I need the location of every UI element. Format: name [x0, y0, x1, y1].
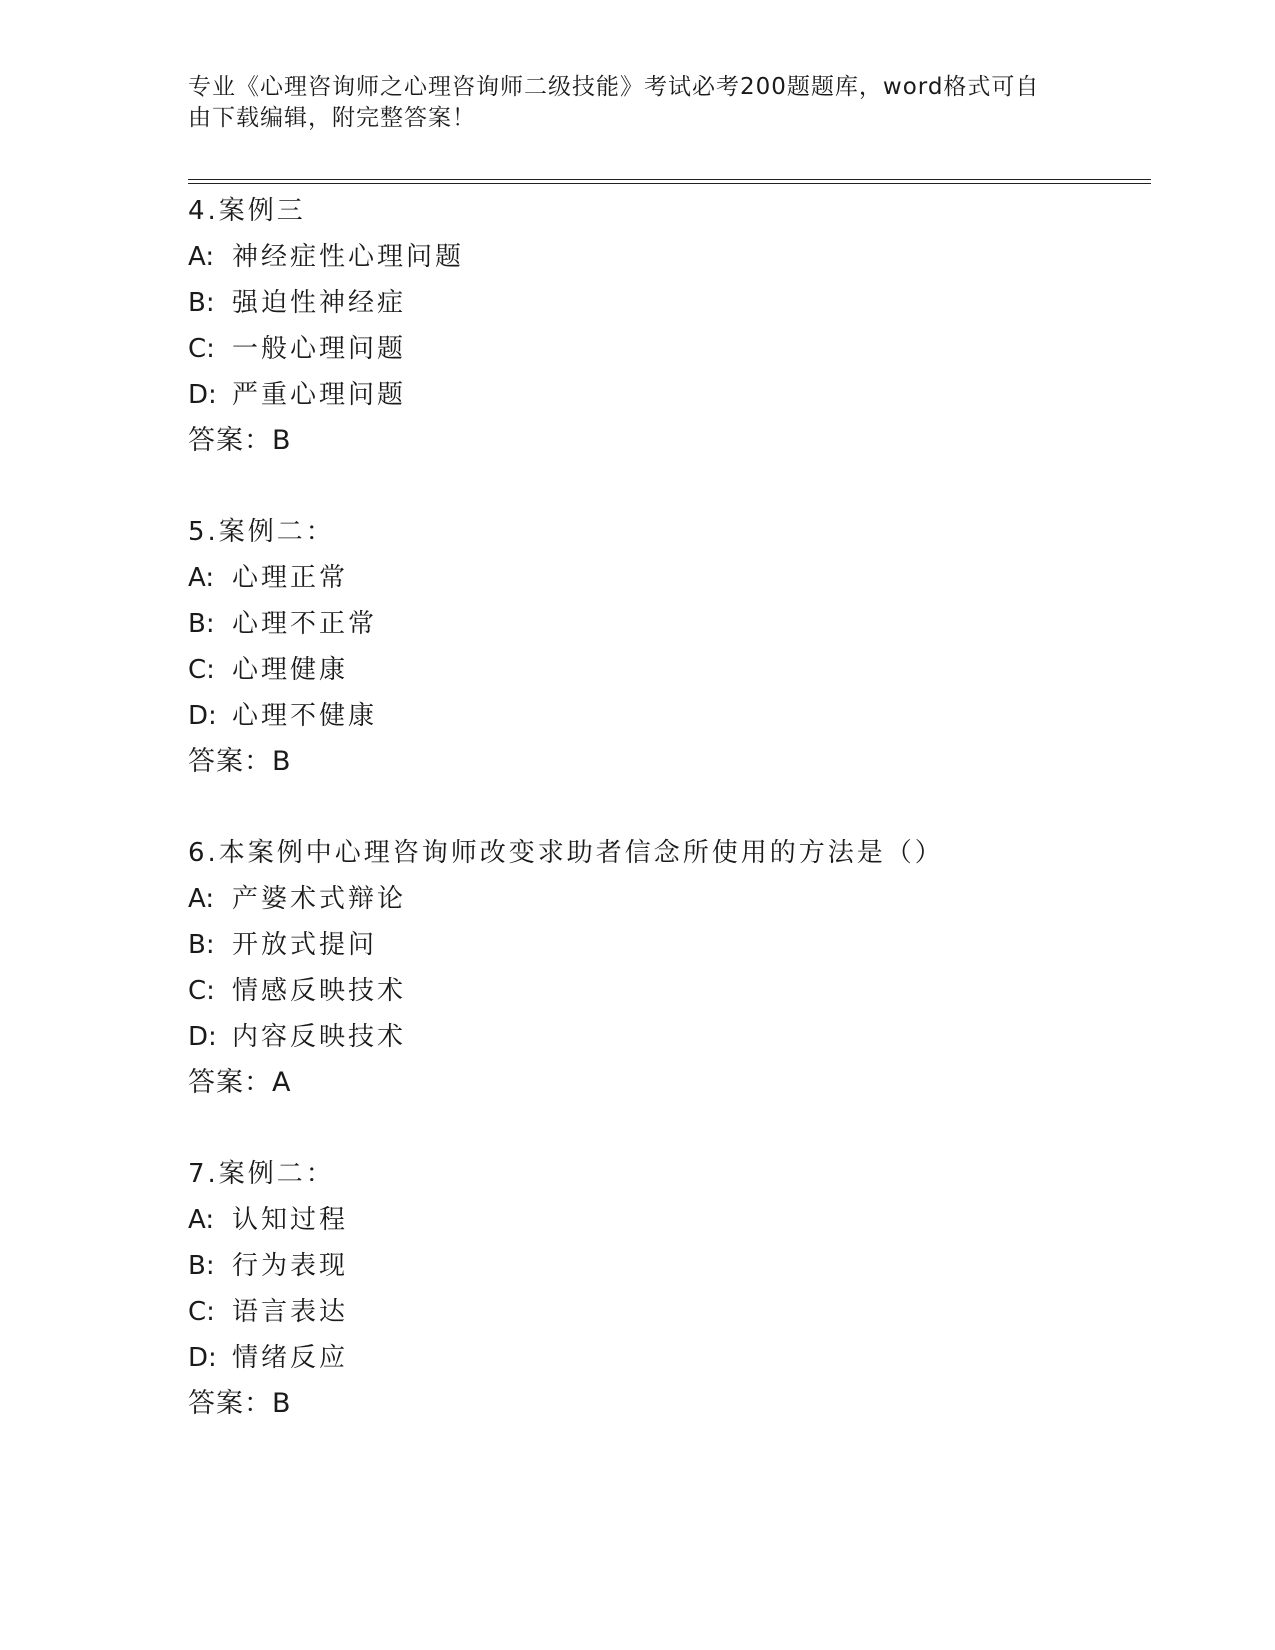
option-text: 认知过程 [232, 1205, 349, 1235]
option-b [188, 1243, 1138, 1289]
option-key: C: [188, 976, 215, 1006]
option-key: C: [188, 1297, 215, 1327]
option-d [188, 1014, 1138, 1060]
option-key: B: [188, 609, 215, 639]
option-key: D: [188, 380, 217, 410]
option-c [188, 1289, 1138, 1335]
option-text: 一般心理问题 [232, 334, 407, 364]
option-b [188, 601, 1138, 647]
option-text: 心理不正常 [232, 609, 378, 639]
question-7 [188, 1151, 1138, 1427]
option-text: 行为表现 [232, 1251, 349, 1281]
option-key: B: [188, 930, 215, 960]
option-text: 情绪反应 [232, 1343, 349, 1373]
answer-line: 答案：A [188, 1067, 292, 1098]
option-d [188, 1335, 1138, 1381]
option-text: 心理不健康 [232, 701, 378, 731]
option-c [188, 647, 1138, 693]
option-d [188, 693, 1138, 739]
option-key: D: [188, 701, 217, 731]
option-a [188, 555, 1138, 601]
option-key: B: [188, 288, 215, 318]
answer-line: 答案：B [188, 1388, 292, 1419]
option-a [188, 876, 1138, 922]
option-text: 语言表达 [232, 1297, 349, 1327]
option-key: B: [188, 1251, 215, 1281]
answer-line: 答案：B [188, 746, 292, 777]
option-key: D: [188, 1343, 217, 1373]
question-stem: 5.案例二： [188, 517, 335, 547]
question-4 [188, 188, 1138, 464]
option-text: 心理健康 [232, 655, 349, 685]
header-divider-top [188, 179, 1151, 180]
header-line-1: 专业《心理咨询师之心理咨询师二级技能》考试必考200题题库，word格式可自 [188, 74, 1040, 100]
option-text: 情感反映技术 [232, 976, 407, 1006]
option-text: 产婆术式辩论 [232, 884, 407, 914]
option-key: A: [188, 884, 215, 914]
option-text: 心理正常 [232, 563, 349, 593]
question-5 [188, 509, 1138, 785]
option-text: 严重心理问题 [232, 380, 407, 410]
option-c [188, 968, 1138, 1014]
option-d [188, 372, 1138, 418]
question-stem: 6.本案例中心理咨询师改变求助者信念所使用的方法是（） [188, 838, 944, 868]
option-c [188, 326, 1138, 372]
header-line-2: 由下载编辑，附完整答案！ [188, 105, 476, 131]
option-key: A: [188, 242, 215, 272]
option-key: C: [188, 655, 215, 685]
question-6 [188, 830, 1138, 1106]
option-key: C: [188, 334, 215, 364]
option-key: A: [188, 1205, 215, 1235]
option-key: D: [188, 1022, 217, 1052]
answer-line: 答案：B [188, 425, 292, 456]
option-text: 神经症性心理问题 [232, 242, 465, 272]
option-b [188, 280, 1138, 326]
option-text: 强迫性神经症 [232, 288, 407, 318]
question-list [188, 188, 1138, 1427]
option-key: A: [188, 563, 215, 593]
option-text: 开放式提问 [232, 930, 378, 960]
option-text: 内容反映技术 [232, 1022, 407, 1052]
header-divider-bottom [188, 183, 1151, 184]
question-stem: 4.案例三 [188, 196, 306, 226]
question-stem: 7.案例二： [188, 1159, 335, 1189]
document-header [188, 72, 1068, 134]
option-b [188, 922, 1138, 968]
option-a [188, 234, 1138, 280]
option-a [188, 1197, 1138, 1243]
